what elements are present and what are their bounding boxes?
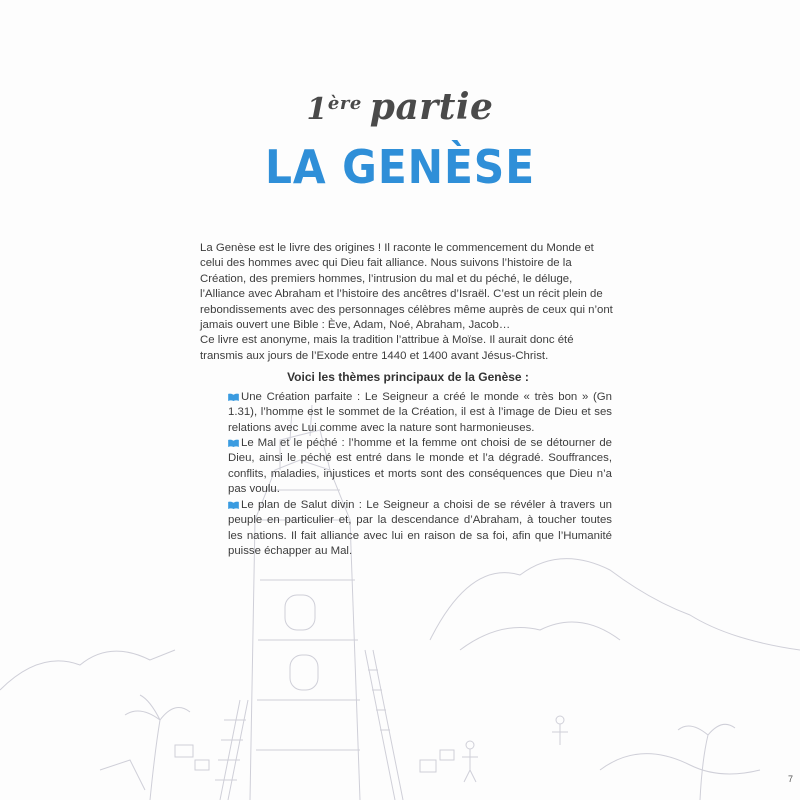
- part-number-suffix: ère: [327, 92, 362, 114]
- intro-paragraph-1: La Genèse est le livre des origines ! Il raconte le commencement du Monde et celui des hommes avec qui Dieu fait alliance. Nous suivons l’histoire de la Création, des premiers hommes, l’intrusion du mal et du péché, le déluge, l’Alliance avec Abraham et l’histoire des ancêtres d’Israël. C’est un récit plein de rebondissements avec des personnages célèbres même auprès de ceux qui n’ont jamais ouvert une Bible : Ève, Adam, Noé, Abraham, Jacob…: [200, 242, 613, 332]
- part-number: 1: [306, 92, 328, 127]
- intro-text: [200, 241, 616, 364]
- part-word: partie: [369, 86, 494, 128]
- theme-item: [228, 436, 612, 498]
- theme-text: Le plan de Salut divin : Le Seigneur a choisi de se révéler à travers un peuple en particulier et, par la descendance d’Abraham, à toucher toutes les nations. Il fait alliance avec lui en raison de sa foi, afin que l’Humanité puisse échapper au Mal.: [228, 499, 612, 558]
- open-book-icon: [228, 439, 239, 447]
- page-title: LA GENÈSE: [264, 140, 536, 194]
- page-number: 7: [788, 774, 794, 784]
- theme-item: [228, 498, 612, 560]
- mountain-left: [0, 650, 175, 690]
- theme-text: Une Création parfaite : Le Seigneur a créé le monde « très bon » (Gn 1.31), l’homme est le sommet de la Création, il est à l’image de Dieu et ses relations avec Lui comme avec la nature sont harmonieuses.: [228, 391, 612, 434]
- intro-paragraph-2: Ce livre est anonyme, mais la tradition l’attribue à Moïse. Il aurait donc été transmis aux jours de l’Exode entre 1440 et 1400 avant Jésus-Christ.: [200, 334, 574, 362]
- theme-text: Le Mal et le péché : l’homme et la femme ont choisi de se détourner de Dieu, ainsi le péché est entré dans le monde et l’a dégradé. Souffrances, conflits, maladies, injustices et morts sont des conséquences que Dieu n’a pas voulu.: [228, 437, 612, 496]
- themes-heading: Voici les thèmes principaux de la Genèse :: [287, 370, 529, 384]
- open-book-icon: [228, 501, 239, 509]
- theme-item: [228, 390, 612, 436]
- open-book-icon: [228, 393, 239, 401]
- part-heading: [0, 86, 800, 128]
